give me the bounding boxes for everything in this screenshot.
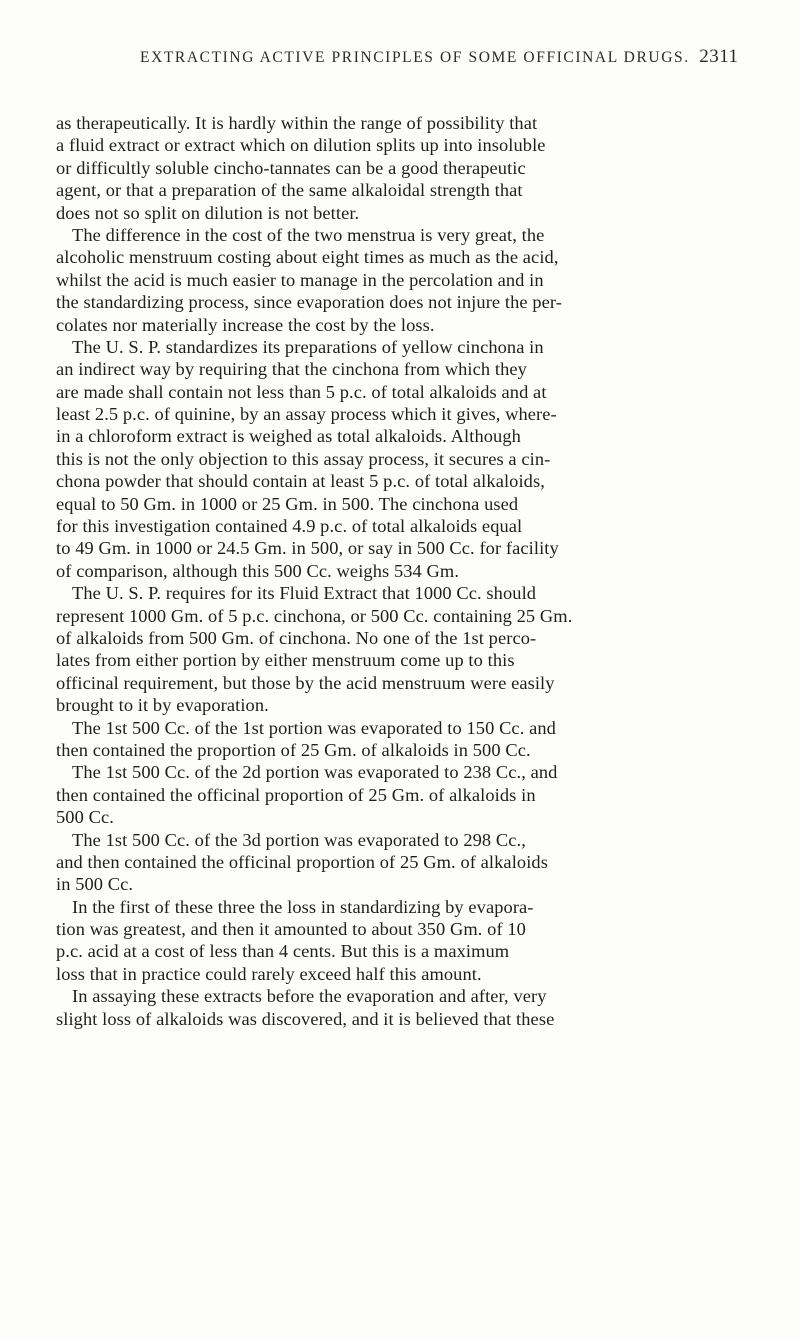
- text-line: equal to 50 Gm. in 1000 or 25 Gm. in 500. The cinchona used: [56, 493, 519, 514]
- text-line: in 500 Cc.: [56, 874, 134, 895]
- text-line: represent 1000 Gm. of 5 p.c. cinchona, or 500 Cc. containing 25 Gm.: [56, 605, 573, 626]
- text-line: alcoholic menstruum costing about eight times as much as the acid,: [56, 247, 559, 268]
- text-line: The U. S. P. standardizes its preparations of yellow cinchona in: [72, 336, 544, 357]
- text-line: does not so split on dilution is not better.: [56, 202, 360, 223]
- text-line: The 1st 500 Cc. of the 2d portion was evaporated to 238 Cc., and: [72, 762, 558, 783]
- running-title: EXTRACTING ACTIVE PRINCIPLES OF SOME OFFICINAL DRUGS.: [140, 49, 690, 66]
- running-head: [140, 46, 780, 68]
- text-line: and then contained the officinal proportion of 25 Gm. of alkaloids: [56, 851, 548, 872]
- text-line: The U. S. P. requires for its Fluid Extract that 1000 Cc. should: [72, 583, 537, 604]
- text-line: whilst the acid is much easier to manage in the percolation and in: [56, 269, 544, 290]
- text-line: this is not the only objection to this assay process, it secures a cin-: [56, 448, 551, 469]
- text-line: of comparison, although this 500 Cc. weighs 534 Gm.: [56, 560, 460, 581]
- text-line: The 1st 500 Cc. of the 3d portion was evaporated to 298 Cc.,: [72, 829, 526, 850]
- text-line: colates nor materially increase the cost by the loss.: [56, 314, 435, 335]
- text-line: The difference in the cost of the two menstrua is very great, the: [72, 224, 545, 245]
- text-line: 500 Cc.: [56, 807, 114, 828]
- text-line: as therapeutically. It is hardly within the range of possibility that: [56, 113, 538, 133]
- body-text: [56, 112, 764, 1030]
- text-line: In the first of these three the loss in standardizing by evapora-: [72, 896, 534, 917]
- text-line: or difficultly soluble cincho-tannates can be a good therapeutic: [56, 157, 526, 178]
- text-line: brought to it by evaporation.: [56, 695, 269, 716]
- text-line: an indirect way by requiring that the cinchona from which they: [56, 359, 527, 380]
- text-line: in a chloroform extract is weighed as total alkaloids. Although: [56, 426, 521, 447]
- text-line: In assaying these extracts before the evaporation and after, very: [72, 986, 547, 1007]
- text-line: for this investigation contained 4.9 p.c. of total alkaloids equal: [56, 516, 523, 537]
- text-line: slight loss of alkaloids was discovered, and it is believed that these: [56, 1008, 555, 1029]
- text-line: chona powder that should contain at least 5 p.c. of total alkaloids,: [56, 471, 545, 492]
- text-line: loss that in practice could rarely exceed half this amount.: [56, 963, 482, 984]
- text-line: lates from either portion by either menstruum come up to this: [56, 650, 515, 671]
- text-line: least 2.5 p.c. of quinine, by an assay process which it gives, where-: [56, 404, 557, 425]
- text-line: to 49 Gm. in 1000 or 24.5 Gm. in 500, or say in 500 Cc. for facility: [56, 538, 559, 559]
- text-line: agent, or that a preparation of the same alkaloidal strength that: [56, 180, 523, 201]
- text-line: tion was greatest, and then it amounted to about 350 Gm. of 10: [56, 919, 526, 940]
- page-number: 2311: [699, 46, 739, 67]
- text-line: The 1st 500 Cc. of the 1st portion was evaporated to 150 Cc. and: [72, 717, 556, 738]
- text-line: then contained the proportion of 25 Gm. of alkaloids in 500 Cc.: [56, 739, 531, 760]
- text-line: then contained the officinal proportion of 25 Gm. of alkaloids in: [56, 784, 536, 805]
- text-line: the standardizing process, since evaporation does not injure the per-: [56, 292, 562, 313]
- text-line: of alkaloids from 500 Gm. of cinchona. No one of the 1st perco-: [56, 627, 537, 648]
- text-line: p.c. acid at a cost of less than 4 cents. But this is a maximum: [56, 941, 510, 962]
- text-line: are made shall contain not less than 5 p.c. of total alkaloids and at: [56, 381, 547, 402]
- text-line: a fluid extract or extract which on dilution splits up into insoluble: [56, 135, 546, 156]
- text-line: officinal requirement, but those by the acid menstruum were easily: [56, 672, 555, 693]
